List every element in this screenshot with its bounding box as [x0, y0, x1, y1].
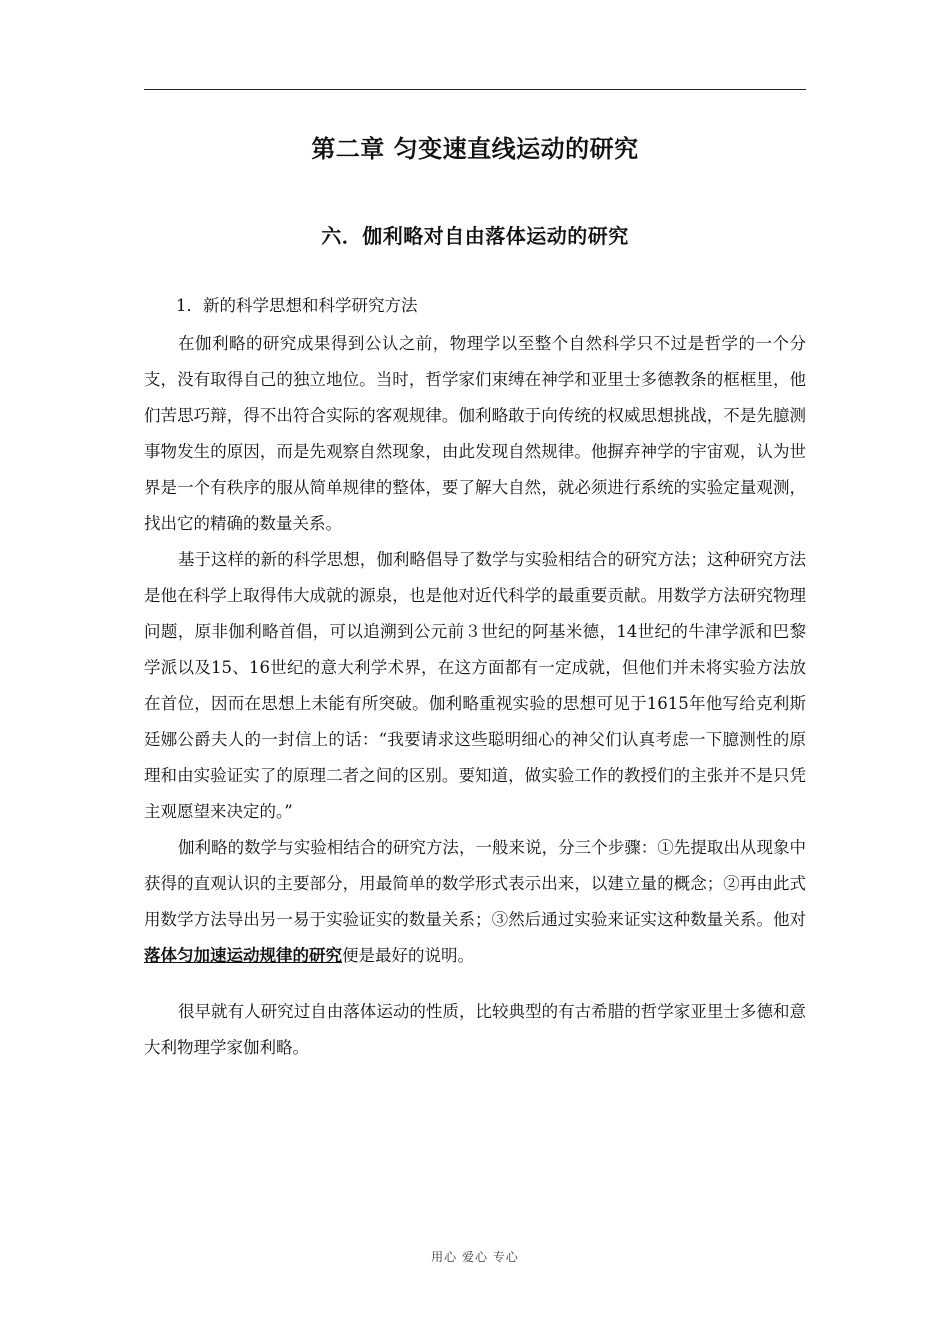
section-title: 六．伽利略对自由落体运动的研究 — [321, 224, 629, 248]
paragraph-3-text-start: 伽利略的数学与实验相结合的研究方法，一般来说，分三个步骤：①先提取出从现象中获得的直观认识的主要部分，用最简单的数学形式表示出来，以建立量的概念；②再由此式用数学方法导出另一易于实验证实的数量关系；③然后通过实验来证实这种数量关系。他对 — [144, 838, 806, 929]
chapter-title: 第二章 匀变速直线运动的研究 — [311, 135, 639, 163]
subheading: 1．新的科学思想和科学研究方法 — [176, 296, 418, 315]
free-fall-research-link[interactable]: 落体匀加速运动规律的研究 — [144, 946, 342, 965]
paragraph-1: 在伽利略的研究成果得到公认之前，物理学以至整个自然科学只不过是哲学的一个分支，没有取得自己的独立地位。当时，哲学家们束缚在神学和亚里士多德教条的框框里，他们苦思巧辩，得不出符合实际的客观规律。伽利略敢于向传统的权威思想挑战，不是先臆测事物发生的原因，而是先观察自然现象，由此发现自然规律。他摒弃神学的宇宙观，认为世界是一个有秩序的服从简单规律的整体，要了解大自然，就必须进行系统的实验定量观测，找出它的精确的数量关系。 — [144, 334, 806, 533]
header-rule — [144, 89, 806, 90]
paragraph-3-text-end: 便是最好的说明。 — [342, 946, 474, 965]
paragraph-2: 基于这样的新的科学思想，伽利略倡导了数学与实验相结合的研究方法；这种研究方法是他在科学上取得伟大成就的源泉，也是他对近代科学的最重要贡献。用数学方法研究物理问题，原非伽利略首倡，可以追溯到公元前３世纪的阿基米德，14世纪的牛津学派和巴黎学派以及15、16世纪的意大利学术界，在这方面都有一定成就，但他们并未将实验方法放在首位，因而在思想上未能有所突破。伽利略重视实验的思想可见于1615年他写给克利斯廷娜公爵夫人的一封信上的话：“我要请求这些聪明细心的神父们认真考虑一下臆测性的原理和由实验证实了的原理二者之间的区别。要知道，做实验工作的教授们的主张并不是只凭主观愿望来决定的。” — [144, 550, 806, 821]
paragraph-3 — [144, 830, 806, 974]
page-footer: 用心 爱心 专心 — [431, 1250, 519, 1264]
paragraph-4: 很早就有人研究过自由落体运动的性质，比较典型的有古希腊的哲学家亚里士多德和意大利物理学家伽利略。 — [144, 1002, 806, 1057]
document-body — [144, 292, 806, 1066]
